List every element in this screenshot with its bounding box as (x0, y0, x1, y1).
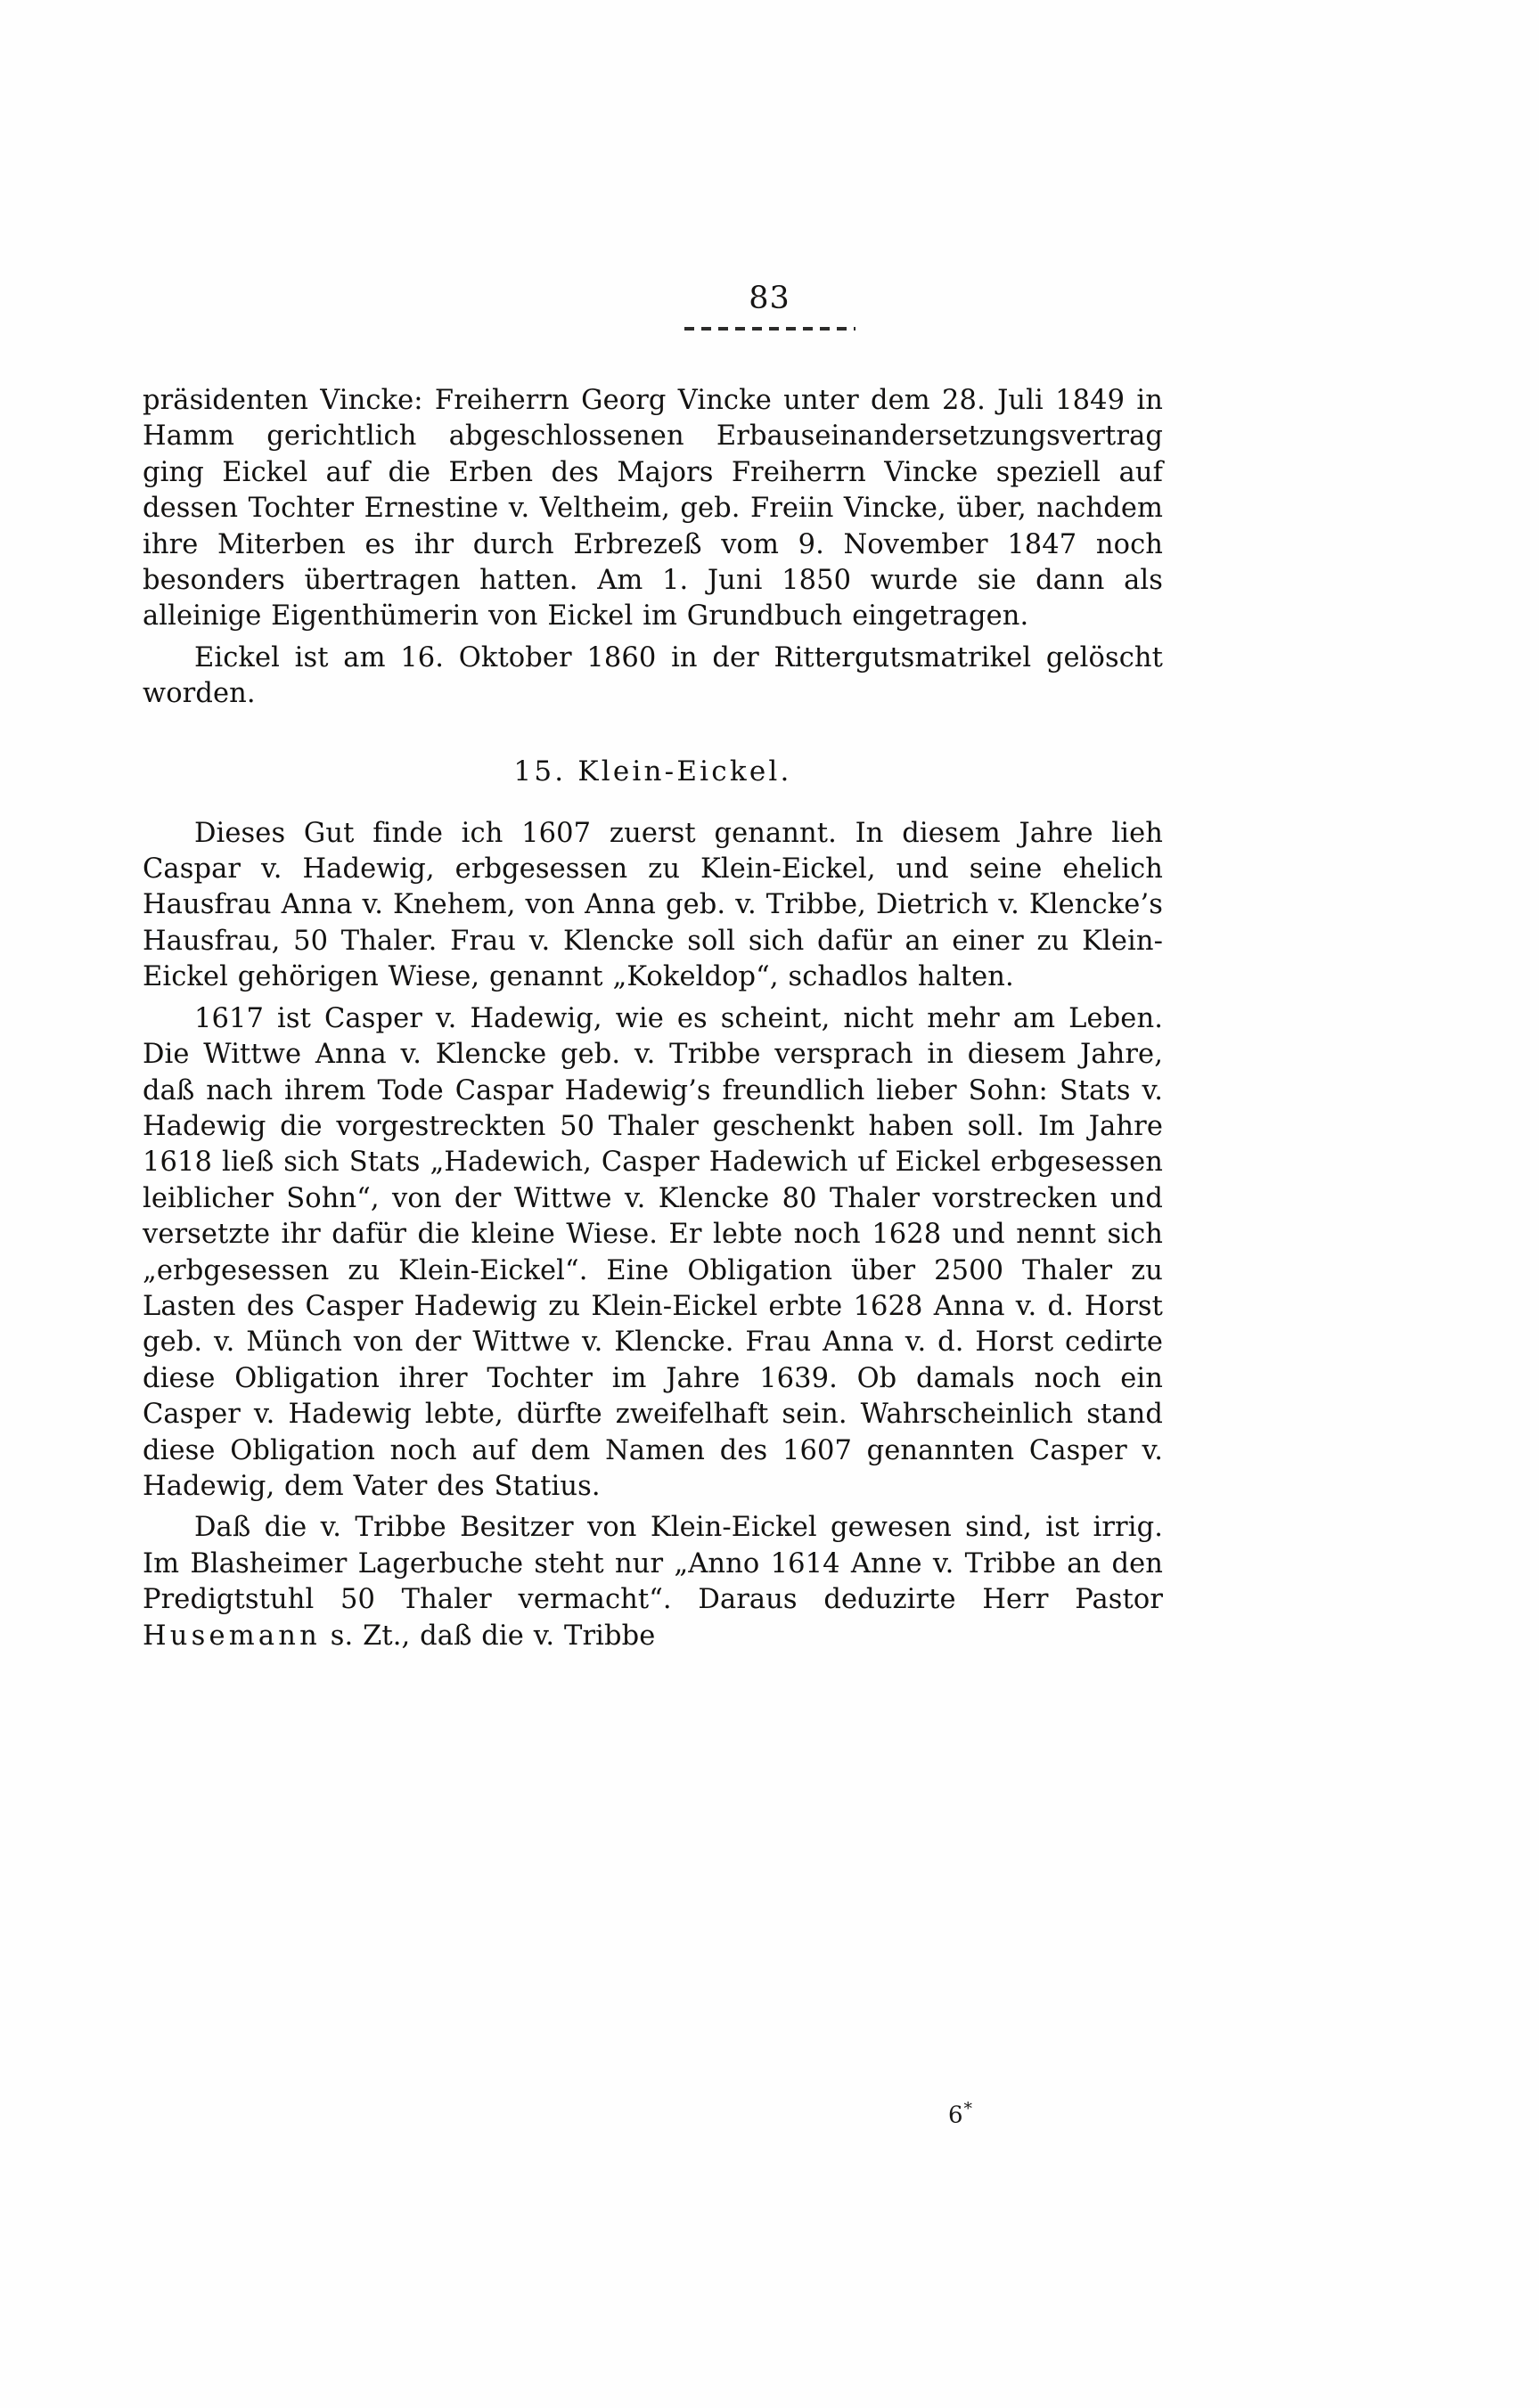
paragraph-vincke-inheritance: präsidenten Vincke: Freiherrn Georg Vincke unter dem 28. Juli 1849 in Hamm gerichtlich abgeschlossenen Erbauseinandersetzungsvertrag ging Eickel auf die Erben des Majors Freiherrn Vincke speziell auf dessen Tochter Ernestine v. Veltheim, geb. Freiin Vincke, über, nachdem ihre Miterben es ihr durch Erbrezeß vom 9. November 1847 noch besonders übertragen hatten. Am 1. Juni 1850 wurde sie dann als alleinige Eigenthümerin von Eickel im Grundbuch eingetragen. (143, 385, 1163, 633)
emphasized-name-husemann: Husemann (143, 1620, 321, 1652)
text-block (143, 383, 1163, 1654)
folio-number: 83 (749, 281, 790, 316)
signature-mark-asterisk: * (963, 2099, 973, 2118)
paragraph-tribbe-error (143, 1510, 1163, 1654)
page-header (0, 283, 1539, 331)
paragraph-tribbe-error-part2: s. Zt., daß die v. Tribbe (320, 1620, 656, 1652)
section-heading-klein-eickel: 15. Klein-Eickel. (513, 755, 792, 788)
header-rule (684, 327, 855, 331)
paragraph-first-mention-1607: Dieses Gut finde ich 1607 zuerst genannt. In diesem Jahre lieh Caspar v. Hadewig, erbgesessen zu Klein-Eickel, und seine ehelich Hausfrau Anna v. Knehem, von Anna geb. v. Tribbe, Dietrich v. Klencke’s Hausfrau, 50 Thaler. Frau v. Klencke soll sich dafür an einer zu Klein-Eickel gehörigen Wiese, genannt „Kokeldop“, schadlos halten. (143, 817, 1163, 993)
signature-mark-number: 6 (948, 2102, 963, 2129)
paragraph-eickel-deleted: Eickel ist am 16. Oktober 1860 in der Rittergutsmatrikel gelöscht worden. (143, 641, 1163, 710)
paragraph-tribbe-error-part1: Daß die v. Tribbe Besitzer von Klein-Eickel gewesen sind, ist irrig. Im Blasheimer Lagerbuche steht nur „Anno 1614 Anne v. Tribbe an den Predigtstuhl 50 Thaler vermacht“. Daraus deduzirte Herr Pastor (143, 1512, 1163, 1616)
heading-spacer-below (143, 789, 1163, 816)
heading-spacer-above (143, 713, 1163, 754)
signature-mark (948, 2101, 972, 2127)
paragraph-hadewig-1617: 1617 ist Casper v. Hadewig, wie es scheint, nicht mehr am Leben. Die Wittwe Anna v. Klencke geb. v. Tribbe versprach in diesem Jahre, daß nach ihrem Tode Caspar Hadewig’s freundlich lieber Sohn: Stats v. Hadewig die vorgestreckten 50 Thaler geschenkt haben soll. Im Jahre 1618 ließ sich Stats „Hadewich, Casper Hadewich uf Eickel erbgesessen leiblicher Sohn“, von der Wittwe v. Klencke 80 Thaler vorstrecken und versetzte ihr dafür die kleine Wiese. Er lebte noch 1628 und nennt sich „erbgesessen zu Klein-Eickel“. Eine Obligation über 2500 Thaler zu Lasten des Casper Hadewig zu Klein-Eickel erbte 1628 Anna v. d. Horst geb. v. Münch von der Wittwe v. Klencke. Frau Anna v. d. Horst cedirte diese Obligation ihrer Tochter im Jahre 1639. Ob damals noch ein Casper v. Hadewig lebte, dürfte zweifelhaft sein. Wahrscheinlich stand diese Obligation noch auf dem Namen des 1607 genannten Casper v. Hadewig, dem Vater des Statius. (143, 1002, 1163, 1502)
